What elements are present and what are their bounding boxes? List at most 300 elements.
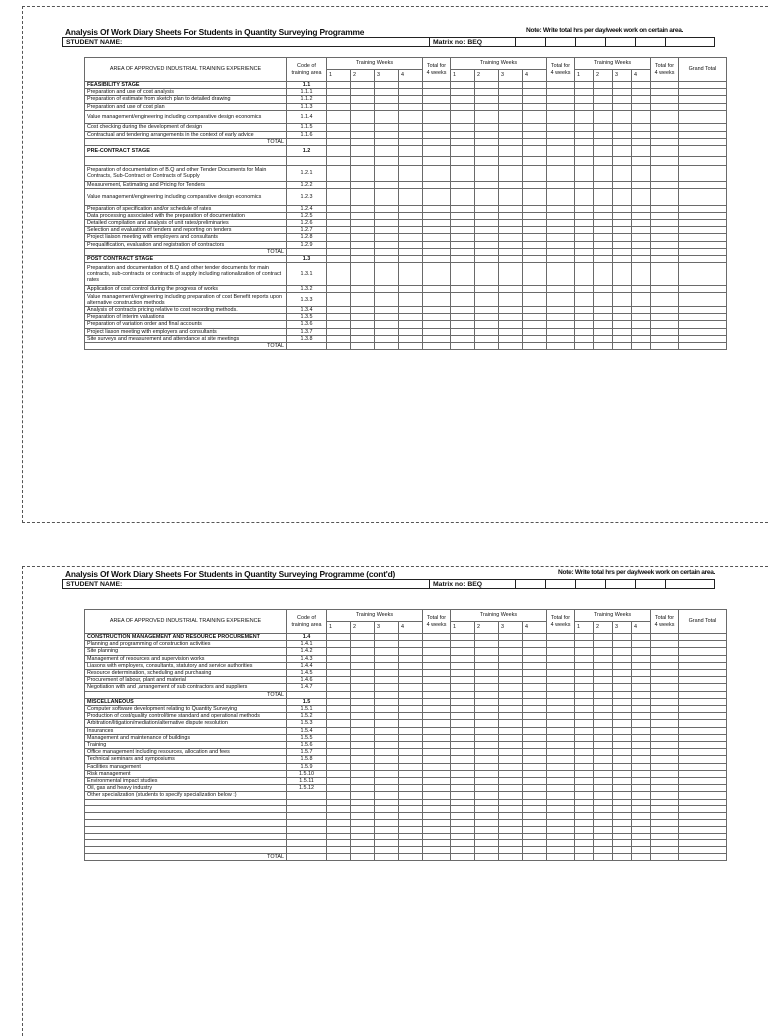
hours-cell[interactable] [499, 227, 523, 234]
hours-cell[interactable] [327, 96, 351, 103]
hours-cell[interactable] [499, 146, 523, 157]
hours-cell[interactable] [575, 641, 594, 648]
hours-cell[interactable] [575, 806, 594, 813]
hours-cell[interactable] [499, 212, 523, 219]
hours-cell[interactable] [475, 770, 499, 777]
hours-cell[interactable] [547, 698, 575, 705]
hours-cell[interactable] [451, 205, 475, 212]
hours-cell[interactable] [594, 335, 613, 342]
hours-cell[interactable] [594, 343, 613, 350]
hours-cell[interactable] [351, 227, 375, 234]
hours-cell[interactable] [499, 328, 523, 335]
hours-cell[interactable] [651, 833, 679, 840]
hours-cell[interactable] [475, 792, 499, 799]
hours-cell[interactable] [575, 847, 594, 854]
hours-cell[interactable] [613, 813, 632, 820]
hours-cell[interactable] [651, 854, 679, 861]
hours-cell[interactable] [651, 840, 679, 847]
hours-cell[interactable] [327, 778, 351, 785]
hours-cell[interactable] [423, 749, 451, 756]
hours-cell[interactable] [632, 335, 651, 342]
hours-cell[interactable] [547, 248, 575, 255]
hours-cell[interactable] [594, 670, 613, 677]
hours-cell[interactable] [651, 778, 679, 785]
hours-cell[interactable] [375, 138, 399, 145]
hours-cell[interactable] [351, 165, 375, 181]
hours-cell[interactable] [399, 770, 423, 777]
hours-cell[interactable] [547, 778, 575, 785]
hours-cell[interactable] [327, 321, 351, 328]
hours-cell[interactable] [594, 227, 613, 234]
hours-cell[interactable] [523, 826, 547, 833]
hours-cell[interactable] [375, 691, 399, 698]
hours-cell[interactable] [523, 212, 547, 219]
hours-cell[interactable] [632, 641, 651, 648]
hours-cell[interactable] [523, 189, 547, 205]
hours-cell[interactable] [351, 255, 375, 262]
hours-cell[interactable] [632, 785, 651, 792]
hours-cell[interactable] [475, 691, 499, 698]
hours-cell[interactable] [523, 854, 547, 861]
hours-cell[interactable] [351, 826, 375, 833]
hours-cell[interactable] [351, 691, 375, 698]
hours-cell[interactable] [499, 749, 523, 756]
hours-cell[interactable] [499, 742, 523, 749]
hours-cell[interactable] [632, 706, 651, 713]
hours-cell[interactable] [547, 826, 575, 833]
hours-cell[interactable] [423, 813, 451, 820]
hours-cell[interactable] [547, 205, 575, 212]
hours-cell[interactable] [375, 847, 399, 854]
hours-cell[interactable] [651, 227, 679, 234]
hours-cell[interactable] [399, 684, 423, 691]
hours-cell[interactable] [399, 670, 423, 677]
hours-cell[interactable] [375, 799, 399, 806]
hours-cell[interactable] [499, 840, 523, 847]
hours-cell[interactable] [399, 248, 423, 255]
hours-cell[interactable] [547, 124, 575, 131]
hours-cell[interactable] [613, 691, 632, 698]
hours-cell[interactable] [594, 684, 613, 691]
hours-cell[interactable] [451, 156, 475, 165]
hours-cell[interactable] [651, 734, 679, 741]
hours-cell[interactable] [499, 684, 523, 691]
hours-cell[interactable] [475, 96, 499, 103]
hours-cell[interactable] [475, 684, 499, 691]
hours-cell[interactable] [499, 662, 523, 669]
hours-cell[interactable] [399, 655, 423, 662]
hours-cell[interactable] [423, 263, 451, 286]
hours-cell[interactable] [423, 820, 451, 827]
hours-cell[interactable] [594, 241, 613, 248]
hours-cell[interactable] [423, 684, 451, 691]
hours-cell[interactable] [594, 82, 613, 89]
hours-cell[interactable] [451, 219, 475, 226]
hours-cell[interactable] [499, 189, 523, 205]
hours-cell[interactable] [351, 792, 375, 799]
hours-cell[interactable] [327, 156, 351, 165]
hours-cell[interactable] [613, 103, 632, 110]
hours-cell[interactable] [523, 785, 547, 792]
hours-cell[interactable] [632, 131, 651, 138]
hours-cell[interactable] [594, 727, 613, 734]
hours-cell[interactable] [423, 792, 451, 799]
hours-cell[interactable] [375, 248, 399, 255]
hours-cell[interactable] [451, 820, 475, 827]
hours-cell[interactable] [575, 321, 594, 328]
hours-cell[interactable] [475, 662, 499, 669]
hours-cell[interactable] [575, 662, 594, 669]
hours-cell[interactable] [399, 138, 423, 145]
hours-cell[interactable] [399, 328, 423, 335]
hours-cell[interactable] [423, 677, 451, 684]
hours-cell[interactable] [475, 124, 499, 131]
hours-cell[interactable] [351, 641, 375, 648]
hours-cell[interactable] [475, 833, 499, 840]
hours-cell[interactable] [327, 734, 351, 741]
hours-cell[interactable] [575, 854, 594, 861]
hours-cell[interactable] [375, 720, 399, 727]
hours-cell[interactable] [499, 286, 523, 293]
hours-cell[interactable] [594, 165, 613, 181]
hours-cell[interactable] [351, 335, 375, 342]
hours-cell[interactable] [679, 677, 727, 684]
hours-cell[interactable] [451, 799, 475, 806]
hours-cell[interactable] [523, 156, 547, 165]
hours-cell[interactable] [547, 691, 575, 698]
hours-cell[interactable] [351, 840, 375, 847]
hours-cell[interactable] [575, 706, 594, 713]
hours-cell[interactable] [613, 799, 632, 806]
hours-cell[interactable] [594, 293, 613, 307]
hours-cell[interactable] [523, 727, 547, 734]
hours-cell[interactable] [651, 706, 679, 713]
hours-cell[interactable] [375, 727, 399, 734]
hours-cell[interactable] [423, 648, 451, 655]
hours-cell[interactable] [547, 770, 575, 777]
hours-cell[interactable] [451, 698, 475, 705]
hours-cell[interactable] [679, 806, 727, 813]
hours-cell[interactable] [632, 778, 651, 785]
hours-cell[interactable] [475, 655, 499, 662]
hours-cell[interactable] [594, 138, 613, 145]
hours-cell[interactable] [327, 763, 351, 770]
hours-cell[interactable] [632, 124, 651, 131]
hours-cell[interactable] [547, 182, 575, 189]
hours-cell[interactable] [613, 263, 632, 286]
hours-cell[interactable] [632, 670, 651, 677]
hours-cell[interactable] [475, 854, 499, 861]
hours-cell[interactable] [399, 833, 423, 840]
hours-cell[interactable] [499, 343, 523, 350]
hours-cell[interactable] [399, 648, 423, 655]
hours-cell[interactable] [351, 110, 375, 124]
hours-cell[interactable] [632, 110, 651, 124]
hours-cell[interactable] [613, 655, 632, 662]
hours-cell[interactable] [475, 727, 499, 734]
hours-cell[interactable] [499, 124, 523, 131]
hours-cell[interactable] [327, 813, 351, 820]
hours-cell[interactable] [375, 82, 399, 89]
hours-cell[interactable] [594, 792, 613, 799]
hours-cell[interactable] [632, 720, 651, 727]
hours-cell[interactable] [523, 227, 547, 234]
hours-cell[interactable] [523, 314, 547, 321]
hours-cell[interactable] [351, 234, 375, 241]
hours-cell[interactable] [613, 820, 632, 827]
hours-cell[interactable] [451, 749, 475, 756]
hours-cell[interactable] [451, 840, 475, 847]
hours-cell[interactable] [351, 785, 375, 792]
hours-cell[interactable] [632, 813, 651, 820]
hours-cell[interactable] [351, 124, 375, 131]
hours-cell[interactable] [351, 241, 375, 248]
hours-cell[interactable] [451, 826, 475, 833]
hours-cell[interactable] [679, 713, 727, 720]
hours-cell[interactable] [613, 328, 632, 335]
hours-cell[interactable] [475, 110, 499, 124]
hours-cell[interactable] [651, 720, 679, 727]
hours-cell[interactable] [594, 328, 613, 335]
hours-cell[interactable] [375, 286, 399, 293]
hours-cell[interactable] [632, 146, 651, 157]
hours-cell[interactable] [547, 138, 575, 145]
hours-cell[interactable] [351, 684, 375, 691]
hours-cell[interactable] [351, 328, 375, 335]
hours-cell[interactable] [475, 212, 499, 219]
hours-cell[interactable] [499, 677, 523, 684]
hours-cell[interactable] [423, 670, 451, 677]
hours-cell[interactable] [351, 343, 375, 350]
hours-cell[interactable] [423, 248, 451, 255]
hours-cell[interactable] [594, 219, 613, 226]
hours-cell[interactable] [547, 727, 575, 734]
hours-cell[interactable] [575, 219, 594, 226]
hours-cell[interactable] [632, 103, 651, 110]
hours-cell[interactable] [351, 286, 375, 293]
hours-cell[interactable] [594, 634, 613, 641]
hours-cell[interactable] [423, 713, 451, 720]
hours-cell[interactable] [499, 778, 523, 785]
hours-cell[interactable] [375, 806, 399, 813]
hours-cell[interactable] [399, 634, 423, 641]
hours-cell[interactable] [475, 314, 499, 321]
hours-cell[interactable] [327, 677, 351, 684]
hours-cell[interactable] [651, 241, 679, 248]
hours-cell[interactable] [423, 854, 451, 861]
hours-cell[interactable] [575, 255, 594, 262]
hours-cell[interactable] [547, 670, 575, 677]
hours-cell[interactable] [399, 286, 423, 293]
hours-cell[interactable] [475, 131, 499, 138]
hours-cell[interactable] [523, 749, 547, 756]
hours-cell[interactable] [575, 82, 594, 89]
hours-cell[interactable] [651, 89, 679, 96]
hours-cell[interactable] [375, 182, 399, 189]
hours-cell[interactable] [594, 182, 613, 189]
hours-cell[interactable] [423, 335, 451, 342]
hours-cell[interactable] [632, 343, 651, 350]
hours-cell[interactable] [679, 670, 727, 677]
hours-cell[interactable] [679, 124, 727, 131]
hours-cell[interactable] [679, 212, 727, 219]
hours-cell[interactable] [327, 314, 351, 321]
hours-cell[interactable] [499, 785, 523, 792]
hours-cell[interactable] [632, 286, 651, 293]
hours-cell[interactable] [613, 806, 632, 813]
hours-cell[interactable] [375, 742, 399, 749]
hours-cell[interactable] [679, 182, 727, 189]
hours-cell[interactable] [679, 293, 727, 307]
hours-cell[interactable] [475, 103, 499, 110]
hours-cell[interactable] [475, 670, 499, 677]
hours-cell[interactable] [613, 255, 632, 262]
hours-cell[interactable] [351, 763, 375, 770]
hours-cell[interactable] [575, 314, 594, 321]
hours-cell[interactable] [351, 103, 375, 110]
hours-cell[interactable] [679, 314, 727, 321]
hours-cell[interactable] [327, 293, 351, 307]
hours-cell[interactable] [575, 103, 594, 110]
hours-cell[interactable] [499, 826, 523, 833]
hours-cell[interactable] [451, 854, 475, 861]
hours-cell[interactable] [651, 634, 679, 641]
hours-cell[interactable] [423, 212, 451, 219]
hours-cell[interactable] [651, 219, 679, 226]
hours-cell[interactable] [651, 234, 679, 241]
hours-cell[interactable] [613, 165, 632, 181]
hours-cell[interactable] [523, 778, 547, 785]
hours-cell[interactable] [523, 219, 547, 226]
hours-cell[interactable] [594, 749, 613, 756]
hours-cell[interactable] [351, 677, 375, 684]
hours-cell[interactable] [594, 255, 613, 262]
hours-cell[interactable] [451, 655, 475, 662]
hours-cell[interactable] [475, 138, 499, 145]
hours-cell[interactable] [399, 698, 423, 705]
hours-cell[interactable] [523, 655, 547, 662]
matrix-box[interactable] [636, 580, 666, 588]
hours-cell[interactable] [613, 854, 632, 861]
hours-cell[interactable] [547, 840, 575, 847]
hours-cell[interactable] [523, 293, 547, 307]
hours-cell[interactable] [327, 756, 351, 763]
hours-cell[interactable] [499, 165, 523, 181]
hours-cell[interactable] [547, 713, 575, 720]
hours-cell[interactable] [327, 648, 351, 655]
hours-cell[interactable] [632, 770, 651, 777]
hours-cell[interactable] [475, 641, 499, 648]
hours-cell[interactable] [451, 706, 475, 713]
hours-cell[interactable] [399, 146, 423, 157]
hours-cell[interactable] [423, 742, 451, 749]
hours-cell[interactable] [594, 662, 613, 669]
hours-cell[interactable] [613, 286, 632, 293]
hours-cell[interactable] [375, 335, 399, 342]
hours-cell[interactable] [327, 833, 351, 840]
hours-cell[interactable] [375, 662, 399, 669]
hours-cell[interactable] [475, 227, 499, 234]
hours-cell[interactable] [499, 96, 523, 103]
hours-cell[interactable] [451, 165, 475, 181]
hours-cell[interactable] [613, 840, 632, 847]
hours-cell[interactable] [613, 641, 632, 648]
hours-cell[interactable] [423, 691, 451, 698]
hours-cell[interactable] [679, 756, 727, 763]
hours-cell[interactable] [575, 165, 594, 181]
hours-cell[interactable] [327, 770, 351, 777]
hours-cell[interactable] [423, 343, 451, 350]
hours-cell[interactable] [451, 713, 475, 720]
hours-cell[interactable] [632, 799, 651, 806]
hours-cell[interactable] [499, 307, 523, 314]
hours-cell[interactable] [327, 328, 351, 335]
hours-cell[interactable] [399, 96, 423, 103]
hours-cell[interactable] [651, 248, 679, 255]
hours-cell[interactable] [632, 820, 651, 827]
hours-cell[interactable] [594, 655, 613, 662]
hours-cell[interactable] [375, 713, 399, 720]
hours-cell[interactable] [475, 847, 499, 854]
hours-cell[interactable] [499, 321, 523, 328]
hours-cell[interactable] [651, 103, 679, 110]
hours-cell[interactable] [523, 833, 547, 840]
hours-cell[interactable] [327, 792, 351, 799]
hours-cell[interactable] [523, 713, 547, 720]
hours-cell[interactable] [451, 641, 475, 648]
hours-cell[interactable] [523, 648, 547, 655]
hours-cell[interactable] [399, 706, 423, 713]
hours-cell[interactable] [327, 263, 351, 286]
hours-cell[interactable] [499, 234, 523, 241]
hours-cell[interactable] [523, 82, 547, 89]
hours-cell[interactable] [375, 826, 399, 833]
hours-cell[interactable] [351, 82, 375, 89]
hours-cell[interactable] [399, 293, 423, 307]
hours-cell[interactable] [399, 727, 423, 734]
hours-cell[interactable] [423, 770, 451, 777]
hours-cell[interactable] [547, 684, 575, 691]
hours-cell[interactable] [399, 241, 423, 248]
hours-cell[interactable] [499, 648, 523, 655]
hours-cell[interactable] [575, 756, 594, 763]
hours-cell[interactable] [327, 806, 351, 813]
hours-cell[interactable] [451, 727, 475, 734]
matrix-box[interactable] [546, 580, 576, 588]
hours-cell[interactable] [327, 189, 351, 205]
hours-cell[interactable] [423, 763, 451, 770]
hours-cell[interactable] [613, 684, 632, 691]
hours-cell[interactable] [632, 854, 651, 861]
hours-cell[interactable] [613, 124, 632, 131]
hours-cell[interactable] [327, 684, 351, 691]
hours-cell[interactable] [547, 742, 575, 749]
hours-cell[interactable] [594, 124, 613, 131]
hours-cell[interactable] [327, 634, 351, 641]
hours-cell[interactable] [499, 131, 523, 138]
hours-cell[interactable] [679, 189, 727, 205]
hours-cell[interactable] [375, 189, 399, 205]
hours-cell[interactable] [679, 138, 727, 145]
hours-cell[interactable] [547, 799, 575, 806]
hours-cell[interactable] [399, 343, 423, 350]
hours-cell[interactable] [632, 826, 651, 833]
hours-cell[interactable] [575, 307, 594, 314]
matrix-box[interactable] [576, 580, 606, 588]
hours-cell[interactable] [451, 241, 475, 248]
hours-cell[interactable] [327, 241, 351, 248]
hours-cell[interactable] [351, 263, 375, 286]
